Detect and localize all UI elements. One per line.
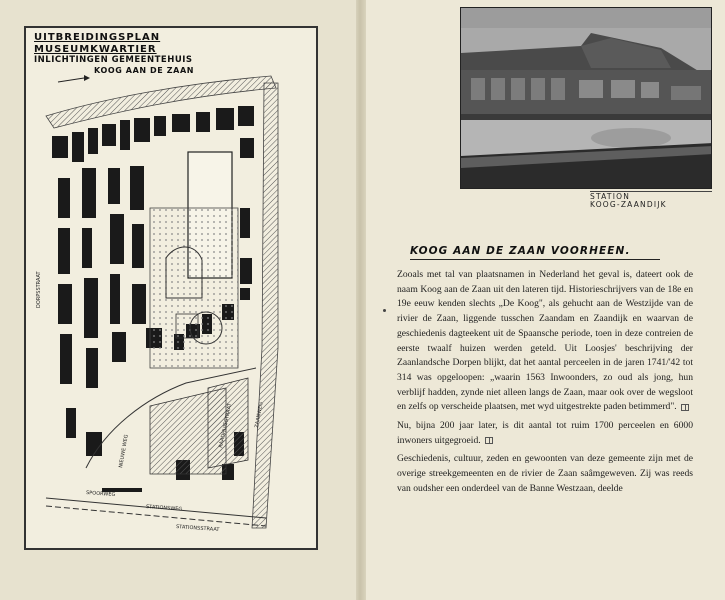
photo-caption-line1: STATION [590, 192, 631, 201]
compass-arrow-icon [58, 75, 90, 82]
station-photo [460, 7, 712, 189]
photo-caption-line2: KOOG-ZAANDIJK [590, 199, 667, 209]
section-heading: KOOG AAN DE ZAAN VOORHEEN. [410, 245, 631, 257]
photo-caption [590, 193, 712, 209]
paragraph-3: Geschiedenis, cultuur, zeden en gewoonten van deze gemeente zijn met de overige streekgemeenten en de rivier de Zaan saâmgeweven. Zij was reeds van oudsher een onderdeel van de Banne Westzaan, deelde [397, 453, 693, 494]
map-title-line3: INLICHTINGEN GEMEENTEHUIS [34, 55, 193, 65]
street-label: ZAANWEG [254, 401, 265, 429]
street-label: SPOORWEG [85, 490, 116, 499]
map-title-line1: UITBREIDINGSPLAN [34, 32, 161, 43]
map-drawing [26, 28, 316, 548]
section-heading-rule [410, 259, 660, 260]
body-text [397, 268, 693, 501]
street-label: DORPSSTRAAT [36, 271, 42, 308]
pilcrow-box-icon [681, 404, 689, 411]
street-label: RAADHUISSTRAAT [218, 402, 234, 449]
paragraph-2: Nu, bijna 200 jaar later, is dit aantal tot ruim 1700 perceelen en 6000 inwoners uitgegroeid. [397, 420, 693, 446]
station-photo-image [461, 8, 712, 189]
map-park [150, 208, 238, 368]
paragraph-1: Zooals met tal van plaatsnamen in Nederland het geval is, dateert ook de naam Koog aan de Zaan uit den lateren tijd. Historieschrijvers van de 18e en 19e eeuw kenden slechts „De Koog", als gehucht aan de Westzijde van de rivier de Zaan, liggende tusschen Zaandam en Zaandijk en waarvan de geschiedenis dagteekent uit de Spaansche periode, toen in deze contreien de eerste twaalf huizen werden geteld. Uit Loosjes' beschrijving der Zaanlandsche Dorpen blijkt, dat het aantal perceelen in de jaren 1741/'42 tot 314 was opgeloopen: „waarin 1563 Inwoonders, zo oud als jong, hun verblijf hadden, zynde niet alleen langs de Zaan, maar ook over de wegsloot en zelfs op verscheide plaatsen, met wyd uitgestrekte paden betimmerd". [397, 269, 693, 413]
town-plan-map [24, 26, 318, 550]
map-title-line4: KOOG AAN DE ZAAN [94, 65, 195, 75]
street-label: STATIONSSTRAAT [175, 524, 220, 534]
left-page [0, 0, 360, 600]
street-label: STATIONSWEG [145, 504, 183, 513]
pilcrow-box-icon [485, 437, 493, 444]
map-title [34, 32, 194, 75]
map-title-line2: MUSEUMKWARTIER [34, 43, 157, 55]
street-label: NIEUWE WEG [118, 434, 130, 469]
book-gutter [356, 0, 366, 600]
margin-dot [383, 309, 386, 312]
